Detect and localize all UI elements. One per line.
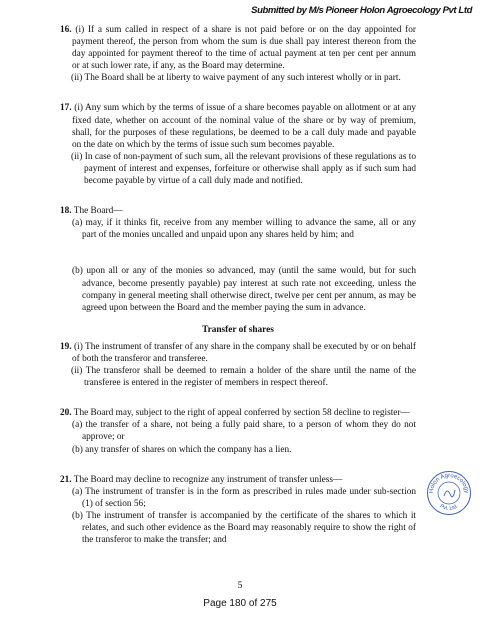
paragraph-19-i [60,341,416,365]
paragraph-number: 21. [60,474,72,485]
paragraph-18-a: (a) may, if it thinks fit, receive from any member willing to advance the same, all or any part of the monies uncalled and unpaid upon any shares held by him; and [72,218,416,241]
paragraph-19-ii: (ii) The transferor shall be deemed to remain a holder of the share until the name of the transferee is entered in the register of members in respect thereof. [71,366,416,389]
paragraph-17-ii: (ii) In case of non-payment of such sum, all the relevant provisions of these regulations as to payment of interest and expenses, forfeiture or otherwise shall apply as if such sum had become payable by virtue of a call duly made and notified. [71,151,416,187]
paragraph-text: (i) Any sum which by the terms of issue of a share becomes payable on allotment or at any fixed date, whether on account of the nominal value of the share or by way of premium, shall, for the purposes of these regulations, be deemed to be a call duly made and payable on the date on which by the terms of issue such sum becomes payable. [72,103,417,150]
paragraph-text: (i) The instrument of transfer of any share in the company shall be executed by or on behalf of both the transferor and transferee. [72,341,416,364]
paragraph-number: 20. [60,408,72,419]
paragraph-20-b: (b) any transfer of shares on which the company has a lien. [72,444,292,455]
paragraph-number: 19. [60,341,72,352]
paragraph-16-ii: (ii) The Board shall be at liberty to waive payment of any such interest wholly or in part. [71,73,401,84]
paragraph-18-b: (b) upon all or any of the monies so advanced, may (until the same would, but for such advance, become presently payable) pay interest at such rate not exceeding, unless the company in general meeting shall otherwise direct, twelve per cent per annum, as may be agreed upon between the Board and the member paying the sum in advance. [72,266,416,313]
seal-text-bottom: Pvt. Ltd. [438,503,460,513]
page-header: Submitted by M/s Pioneer Holon Agroecology Pvt Ltd [251,5,472,16]
paragraph-16-i [60,24,416,72]
paragraph-17-i [60,102,416,150]
document-body [60,24,416,546]
paragraph-21-a: (a) The instrument of transfer is in the form as prescribed in rules made under sub-section (1) of section 56; [72,486,416,509]
page-footer: Page 180 of 275 [203,598,277,609]
paragraph-20-lead [60,407,416,419]
section-title: Transfer of shares [202,324,274,335]
paragraph-text: The Board— [73,206,123,217]
company-seal-stamp [426,470,472,516]
page-number: 5 [237,581,243,591]
paragraph-text: The Board may decline to recognize any instrument of transfer unless— [73,474,343,485]
seal-text-top: Holon Agroecology [428,472,470,494]
paragraph-text: The Board may, subject to the right of appeal conferred by section 58 decline to register— [73,408,410,419]
paragraph-number: 17. [60,103,72,114]
paragraph-20-a: (a) the transfer of a share, not being a fully paid share, to a person of whom they do not approve; or [72,420,416,443]
paragraph-18-lead [60,205,416,217]
paragraph-number: 16. [60,25,72,35]
paragraph-21-lead [60,474,416,486]
signature-mark [444,490,455,497]
paragraph-21-b: (b) The instrument of transfer is accompanied by the certificate of the shares to which it relates, and such other evidence as the Board may reasonably require to show the right of the transferor to make the transfer; and [72,510,416,546]
paragraph-text: (i) If a sum called in respect of a share is not paid before or on the day appointed for payment thereof, the person from whom the sum is due shall pay interest thereon from the day appointed for payment thereof to the time of actual payment at ten per cent per annum or at such lower rate, if any, as the Board may determine. [72,25,417,72]
paragraph-number: 18. [60,206,72,217]
